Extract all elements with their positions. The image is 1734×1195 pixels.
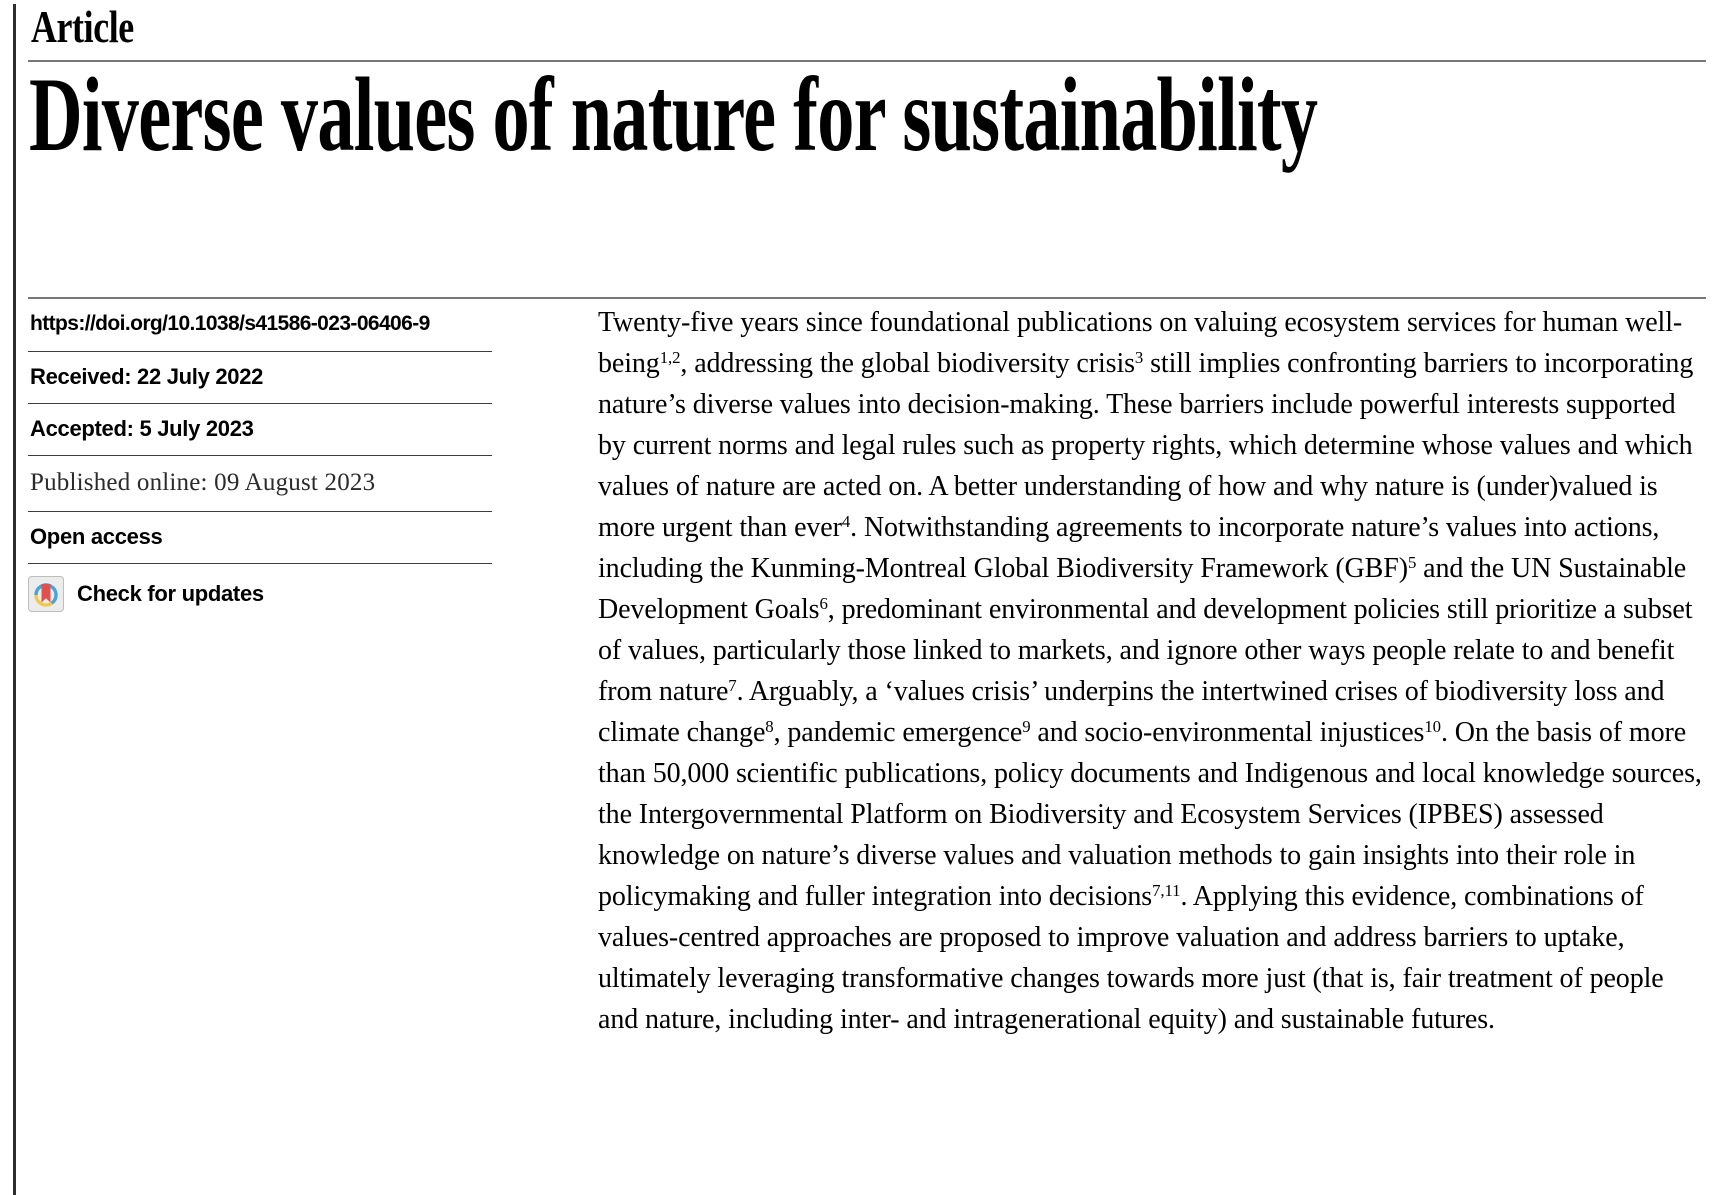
abstract-text: Twenty-five years since foundational publications on valuing ecosystem services for human well-being$^{1,2}$, addressing the global biodiversity crisis$^3$ still implies confronting barriers to incorporating nature’s diverse values into decision-making. These barriers include powerful interests supported by current norms and legal rules such as property rights, which determine whose values and which values of nature are acted on. A better understanding of how and why nature is (under)valued is more urgent than ever$^4$. Notwithstanding agreements to incorporate nature’s values into actions, including the Kunming-Montreal Global Biodiversity Framework (GBF)$^5$ and the UN Sustainable Development Goals$^6$, predominant environmental and development policies still prioritize a subset of values, particularly those linked to markets, and ignore other ways people relate to and benefit from nature$^7$. Arguably, a ‘values crisis’ underpins the intertwined crises of biodiversity loss and climate change$^8$, pandemic emergence$^9$ and socio-environmental injustices$^{10}$. On the basis of more than 50,000 scientific publications, policy documents and Indigenous and local knowledge sources, the Intergovernmental Platform on Biodiversity and Ecosystem Services (IPBES) assessed knowledge on nature’s diverse values and valuation methods to gain insights into their role in policymaking and fuller integration into decisions$^{7,11}$. Applying this evidence, combinations of values-centred approaches are proposed to improve valuation and address barriers to uptake, ultimately leveraging transformative changes towards more just (that is, fair treatment of people and nature, including inter- and intragenerational equity) and sustainable futures. [598,307,1702,1035]
page-left-rule [13,4,16,1195]
check-for-updates-button[interactable] [28,564,492,612]
doi-link[interactable]: https://doi.org/10.1038/s41586-023-06406-9 [28,299,492,352]
crossmark-badge-icon [28,576,64,612]
article-kicker: Article [31,1,134,52]
received-date: Received: 22 July 2022 [28,352,492,404]
metadata-sidebar [28,299,492,612]
check-for-updates-label: Check for updates [77,581,264,606]
accepted-date: Accepted: 5 July 2023 [28,404,492,456]
open-access-label: Open access [28,512,492,564]
article-title: Diverse values of nature for sustainability [29,56,1318,173]
published-online-date: Published online: 09 August 2023 [28,456,492,512]
